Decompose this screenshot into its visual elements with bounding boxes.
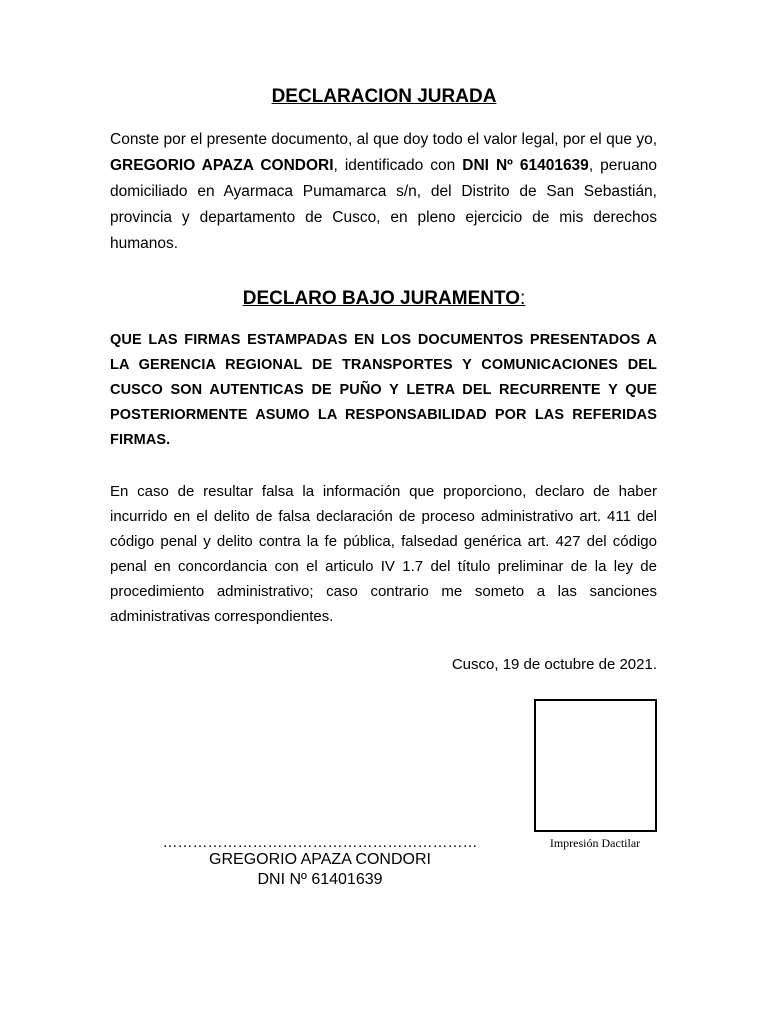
closing-paragraph: En caso de resultar falsa la información que proporciono, declaro de haber incurrido en el delito de falsa declaración de proceso administrativo art. 411 del código penal y delito contra la fe pública, falsedad genérica art. 427 del código penal en concordancia con el articulo IV 1.7 del título preliminar de la ley de procedimiento administrativo; caso contrario me someto a las sanciones administrativas correspondientes.	[110, 483, 657, 625]
signature-line: ………………………………………………………	[162, 834, 478, 851]
document-title: DECLARACION JURADA	[271, 86, 497, 107]
intro-text-3: , peruano domiciliado en Ayarmaca Pumamarca s/n, del Distrito de San Sebastián, provincia y departamento de Cusco, en pleno ejercicio de mis derechos humanos.	[110, 157, 658, 252]
declaration-paragraph: QUE LAS FIRMAS ESTAMPADAS EN LOS DOCUMENTOS PRESENTADOS A LA GERENCIA REGIONAL DE TRANSPORTES Y COMUNICACIONES DEL CUSCO SON AUTENTICAS DE PUÑO Y LETRA DEL RECURRENTE Y QUE POSTERIORMENTE ASUMO LA RESPONSABILIDAD POR LAS REFERIDAS FIRMAS.	[110, 332, 657, 448]
section-heading-colon: :	[520, 288, 526, 309]
intro-text-2: , identificado con	[333, 157, 463, 174]
declarant-dni: DNI Nº 61401639	[462, 157, 589, 174]
section-heading-text: DECLARO BAJO JURAMENTO	[242, 288, 520, 309]
intro-text-1: Conste por el presente documento, al que doy todo el valor legal, por el que yo,	[110, 131, 657, 148]
intro-paragraph	[110, 127, 657, 257]
fingerprint-box	[534, 699, 657, 832]
section-heading	[0, 288, 768, 310]
document-date: Cusco, 19 de octubre de 2021.	[451, 656, 657, 673]
signature-name: GREGORIO APAZA CONDORI	[209, 851, 431, 868]
fingerprint-label: Impresión Dactilar	[549, 836, 641, 850]
declarant-name: GREGORIO APAZA CONDORI	[110, 157, 334, 174]
signature-dni: DNI Nº 61401639	[257, 871, 383, 888]
